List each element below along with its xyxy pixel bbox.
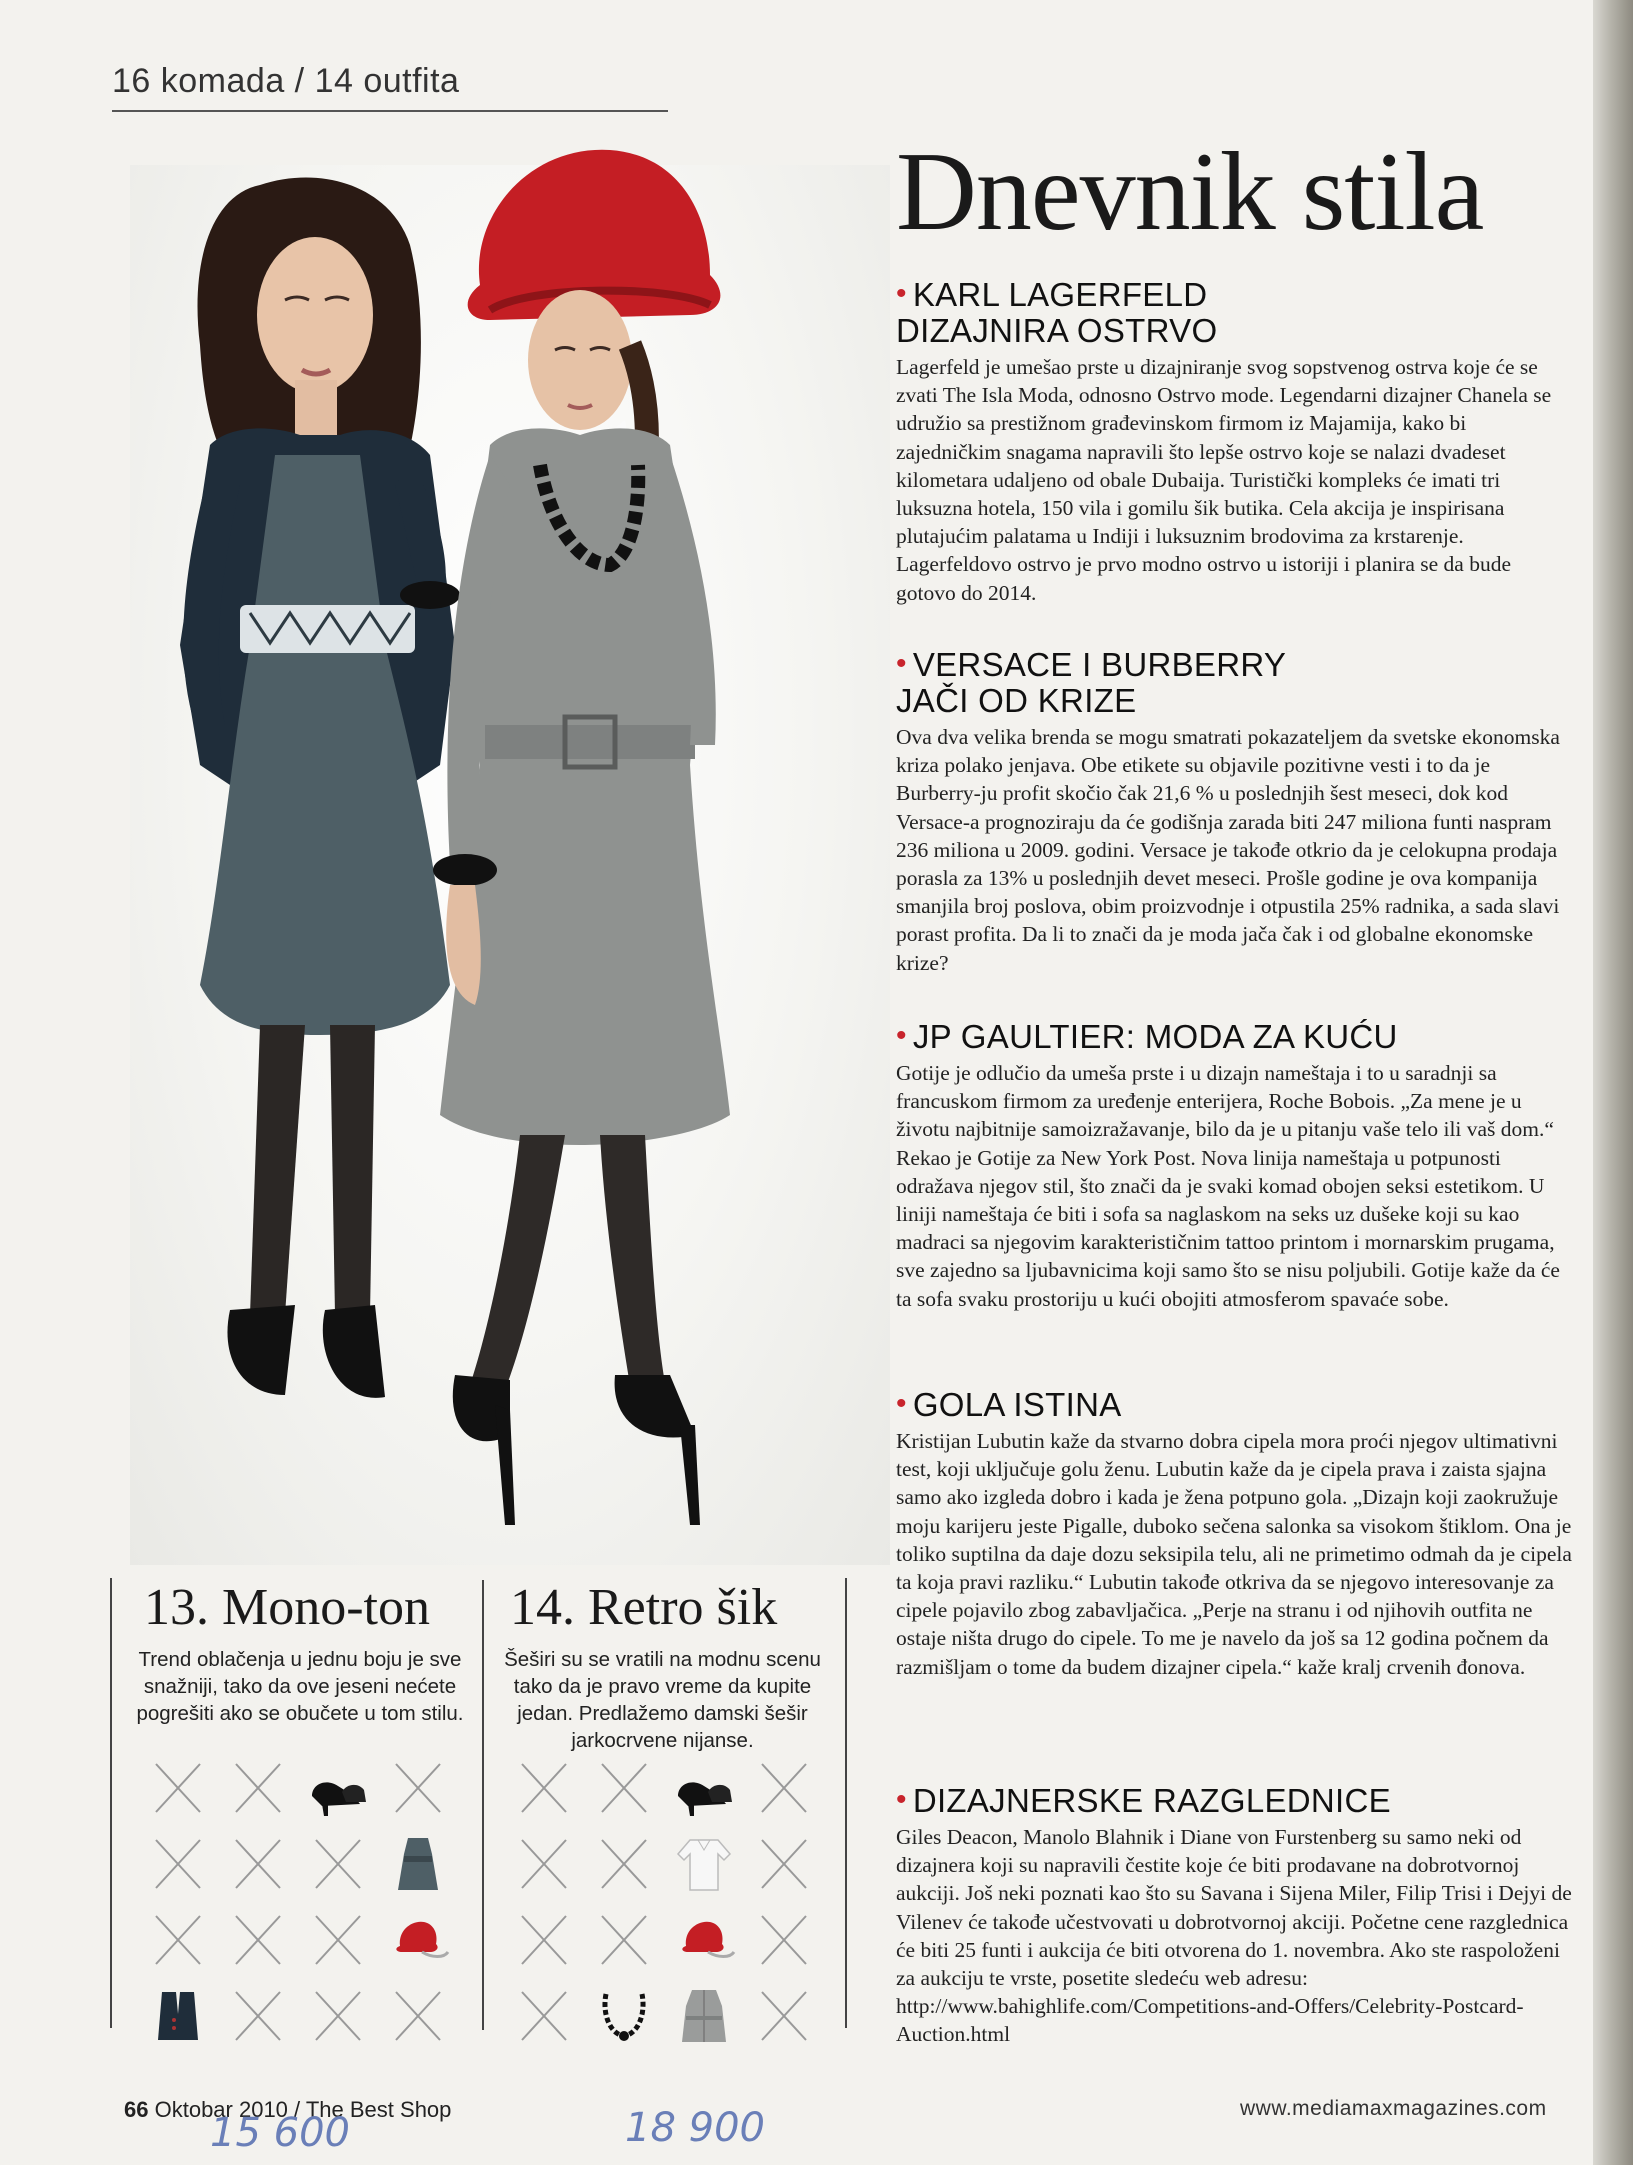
- page-title: Dnevnik stila: [896, 130, 1484, 254]
- crossed-cell: [748, 1984, 820, 2048]
- crossed-cell: [302, 1984, 374, 2048]
- panel-title: 14. Retro šik: [510, 1579, 778, 1636]
- outfit-grid: [508, 1756, 848, 2056]
- article-versace-burberry: [896, 646, 1576, 977]
- bullet-icon: •: [896, 647, 907, 680]
- bullet-icon: •: [896, 277, 907, 310]
- crossed-cell: [222, 1756, 294, 1820]
- shoe-icon: [668, 1756, 740, 1820]
- models-illustration: [110, 125, 900, 1580]
- footer-website: www.mediamaxmagazines.com: [1240, 2097, 1547, 2120]
- page-spine: [1593, 0, 1633, 2165]
- crossed-cell: [222, 1832, 294, 1896]
- crossed-cell: [302, 1832, 374, 1896]
- article-body: Ova dva velika brenda se mogu smatrati pokazateljem da svetske ekonomska kriza polako jenjava. Obe etikete su objavile pozitivne vesti i to da je Burberry-ju profit skočio čak 21,6 % u poslednjih šest meseci, dok kod Versace-a prognoziraju da će godišnja zarada biti 247 miliona funti naspram 236 miliona u 2009. godini. Versace je takođe otkrio da je celokupna prodaja porasla za 13% u poslednjih devet meseci. Prošle godine je ova kompanija smanjila broj poslova, obim proizvodnje i otpustila 25% radnika, a sada slavi porast profita. Da li to znači da je moda jača čak i od globalne ekonomske krize?: [896, 725, 1560, 975]
- crossed-cell: [748, 1832, 820, 1896]
- crossed-cell: [748, 1908, 820, 1972]
- coat-icon: [668, 1984, 740, 2048]
- panel-divider: [482, 1580, 484, 2030]
- article-heading: • KARL LAGERFELD DIZAJNIRA OSTRVO: [896, 276, 1218, 349]
- crossed-cell: [222, 1908, 294, 1972]
- article-gaultier: [896, 1018, 1576, 1313]
- section-header: 16 komada / 14 outfita: [112, 62, 460, 100]
- panel-rule-left: [110, 1578, 112, 2028]
- article-heading: • DIZAJNERSKE RAZGLEDNICE: [896, 1782, 1391, 1819]
- crossed-cell: [588, 1756, 660, 1820]
- bullet-icon: •: [896, 1387, 907, 1420]
- necklace-icon: [588, 1984, 660, 2048]
- crossed-cell: [588, 1908, 660, 1972]
- panel-title: 13. Mono-ton: [144, 1579, 430, 1636]
- crossed-cell: [508, 1756, 580, 1820]
- crossed-cell: [508, 1908, 580, 1972]
- bullet-icon: •: [896, 1019, 907, 1052]
- article-body: Gotije je odlučio da umeša prste i u dizajn nameštaja i to u saradnji sa francuskom firmom za uređenje enterijera, Roche Bobois. „Za mene je u životu najbitnije samoizražavanje, bilo da je u pitanju vaše telo ili vaš dom.“ Rekao je Gotije za New York Post. Nova linija nameštaja u potpunosti odražava njegov stil, što znači da je svaki komad obojen seksi estetikom. U liniji nameštaja će biti i sofa sa naglaskom na seks uz dušeke koji su kao madraci sa njegovim karakterističnim tattoo printom i mornarskim prugama, sve zajedno sa ljubavnicima koji samo što se nisu poljubili. Gotije kaže da će ta sofa svaku prostoriju u kući obojiti atmosferom spavaće sobe.: [896, 1061, 1560, 1311]
- crossed-cell: [142, 1832, 214, 1896]
- crossed-cell: [222, 1984, 294, 2048]
- article-lagerfeld: [896, 276, 1576, 607]
- fashion-photo: [110, 125, 900, 1580]
- page-number: 66: [124, 2097, 149, 2122]
- crossed-cell: [142, 1908, 214, 1972]
- panel-text: Trend oblačenja u jednu boju je sve snažniji, tako da ove jeseni nećete pogrešiti ako se obučete u tom stilu.: [136, 1648, 464, 1725]
- bullet-icon: •: [896, 1783, 907, 1816]
- article-razglednice: [896, 1782, 1576, 2049]
- outfit-panel-13: [124, 1578, 476, 2048]
- article-body: Kristijan Lubutin kaže da stvarno dobra cipela mora proći njegov ultimativni test, koji uključuje golu ženu. Lubutin kaže da je cipela prava i zaista sjajna samo ako izgleda dobro i kada je žena potpuno gola. „Dizajn koji zaokružuje moju karijeru jeste Pigalle, duboko sečena salonka sa visokom štiklom. Ona je toliko suptilna da daje dozu seksipila telu, ali ne primetimo odmah da je cipela ta koja pravi razliku.“ Lubutin takođe otkriva da se njegovo interesovanje za cipele pojavilo zbog zabavljačica. „Perje na stranu i od njihovih outfita ne ostaje ništa drugo do cipele. To me je navelo da još sa 12 godina počnem da razmišljam o tome da budem dizajner cipela.“ kaže kralj crvenih đonova.: [896, 1429, 1572, 1679]
- article-gola-istina: [896, 1386, 1576, 1681]
- header-rule: [112, 110, 668, 112]
- crossed-cell: [382, 1756, 454, 1820]
- dress-icon: [382, 1832, 454, 1896]
- article-body: Giles Deacon, Manolo Blahnik i Diane von Furstenberg su samo neki od dizajnera koji su napravili čestite koje će biti prodavane na dobrotvornoj aukciji. Još neki poznati kao što su Savana i Sijena Miler, Filip Trisi i Dejyi de Vilenev će takođe učestvovati u dobrotvornoj akciji. Početne cene razglednica će biti 25 funti i aukcija će biti otvorena do 1. novembra. Ako ste raspoloženi za aukciju te vrste, posetite sledeću web adresu: http://www.bahighlife.com/Competitions-and-Offers/Celebrity-Postcard-Auction.html: [896, 1825, 1572, 2047]
- article-heading: • GOLA ISTINA: [896, 1386, 1122, 1423]
- hat-icon: [668, 1908, 740, 1972]
- article-body: Lagerfeld je umešao prste u dizajniranje svog sopstvenog ostrva koje će se zvati The Isla Moda, odnosno Ostrvo mode. Legendarni dizajner Chanela se udružio sa prestižnom građevinskom firmom iz Majamija, kako bi zajedničkim snagama napravili što lepše ostrvo koje se nalazi dvadeset kilometara udaljeno od obale Dubaija. Turistički kompleks će imati tri luksuzna hotela, 150 vila i gomilu šik butika. Cela akcija je inspirisana plutajućim palatama u Indiji i luksuznim brodovima za krstarenje. Lagerfeldovo ostrvo je prvo modno ostrvo u istoriji i planira se da bude gotovo do 2014.: [896, 355, 1552, 605]
- article-heading: • JP GAULTIER: MODA ZA KUĆU: [896, 1018, 1398, 1055]
- outfit-grid: [142, 1756, 482, 2056]
- handwritten-price-left: 15 600: [210, 2110, 350, 2156]
- crossed-cell: [588, 1832, 660, 1896]
- crossed-cell: [302, 1908, 374, 1972]
- shoe-icon: [302, 1756, 374, 1820]
- shirt-icon: [668, 1832, 740, 1896]
- vest-icon: [142, 1984, 214, 2048]
- crossed-cell: [142, 1756, 214, 1820]
- handwritten-price-right: 18 900: [625, 2105, 765, 2151]
- issue-info: Oktobar 2010 / The Best Shop: [154, 2097, 452, 2122]
- crossed-cell: [508, 1984, 580, 2048]
- model-right: [433, 150, 730, 1525]
- model-left: [180, 178, 460, 1398]
- hat-icon: [382, 1908, 454, 1972]
- crossed-cell: [508, 1832, 580, 1896]
- outfit-panel-14: [490, 1578, 835, 2048]
- crossed-cell: [748, 1756, 820, 1820]
- crossed-cell: [382, 1984, 454, 2048]
- panel-text: Šeširi su se vratili na modnu scenu tako da je pravo vreme da kupite jedan. Predlažemo damski šešir jarkocrvene nijanse.: [504, 1648, 821, 1752]
- article-heading: • VERSACE I BURBERRY JAČI OD KRIZE: [896, 646, 1287, 719]
